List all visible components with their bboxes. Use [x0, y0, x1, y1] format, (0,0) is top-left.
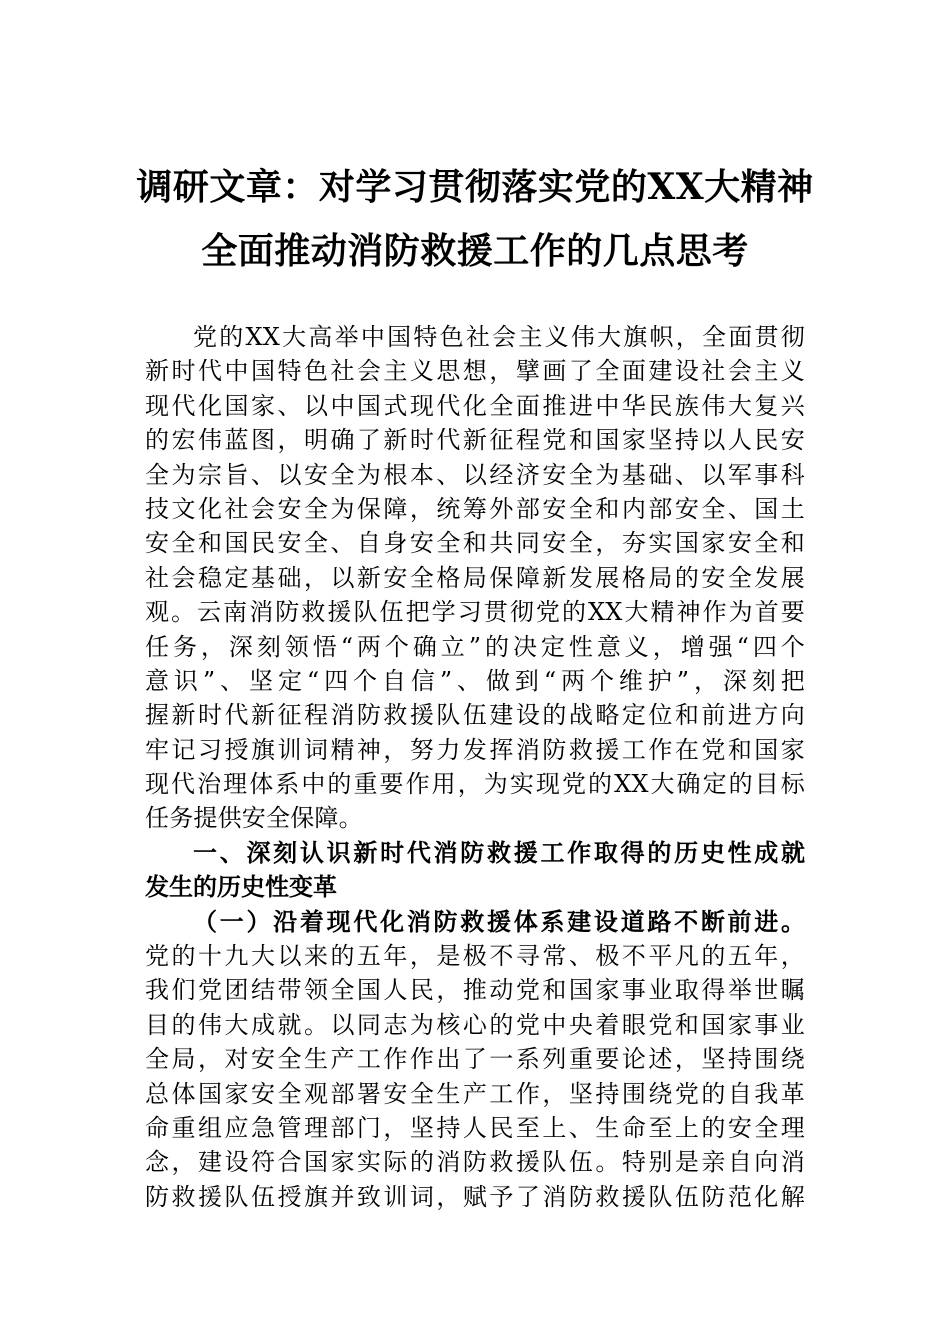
paragraph-2-line: 目的伟大成就。以同志为核心的党中央着眼党和国家事业 — [145, 1010, 805, 1039]
paragraph-1-line: 的宏伟蓝图，明确了新时代新征程党和国家坚持以人民安 — [145, 426, 805, 455]
paragraph-1-line: 社会稳定基础，以新安全格局保障新发展格局的安全发展 — [145, 563, 805, 592]
paragraph-1-line: 现代治理体系中的重要作用，为实现党的XX大确定的目标 — [145, 770, 805, 799]
paragraph-1-line: 意识”、坚定“四个自信”、做到“两个维护”，深刻把 — [145, 666, 805, 695]
document-title-line-2: 全面推动消防救援工作的几点思考 — [201, 230, 749, 272]
paragraph-1-line: 全为宗旨、以安全为根本、以经济安全为基础、以军事科 — [145, 460, 805, 489]
paragraph-1-line: 技文化社会安全为保障，统筹外部安全和内部安全、国土 — [145, 494, 805, 523]
paragraph-1-line: 安全和国民安全、自身安全和共同安全，夯实国家安全和 — [145, 529, 805, 558]
paragraph-1-line: 党的XX大高举中国特色社会主义伟大旗帜，全面贯彻 — [193, 323, 805, 351]
paragraph-2-line: 党的十九大以来的五年，是极不寻常、极不平凡的五年， — [145, 942, 805, 971]
paragraph-1-line: 现代化国家、以中国式现代化全面推进中华民族伟大复兴 — [145, 391, 805, 420]
paragraph-1-line: 新时代中国特色社会主义思想，擘画了全面建设社会主义 — [145, 357, 805, 386]
section-heading-1: 一、深刻认识新时代消防救援工作取得的历史性成就 — [193, 838, 805, 867]
paragraph-1-line: 任务，深刻领悟“两个确立”的决定性意义，增强“四个 — [145, 632, 805, 661]
paragraph-1-line: 任务提供安全保障。 — [145, 804, 363, 833]
paragraph-1-line: 牢记习授旗训词精神，努力发挥消防救援工作在党和国家 — [145, 735, 805, 764]
paragraph-2-line: 我们党团结带领全国人民，推动党和国家事业取得举世瞩 — [145, 976, 805, 1005]
section-heading-1-continued: 发生的历史性变革 — [145, 873, 337, 902]
paragraph-2-line: 总体国家安全观部署安全生产工作，坚持围绕党的自我革 — [145, 1079, 805, 1108]
subsection-heading-1: （一）沿着现代化消防救援体系建设道路不断前进。 — [193, 907, 805, 936]
paragraph-1-line: 握新时代新征程消防救援队伍建设的战略定位和前进方向 — [145, 701, 805, 730]
paragraph-2-line: 全局，对安全生产工作作出了一系列重要论述，坚持围绕 — [145, 1045, 805, 1074]
paragraph-2-line: 念，建设符合国家实际的消防救援队伍。特别是亲自向消 — [145, 1148, 805, 1177]
paragraph-2-line: 命重组应急管理部门，坚持人民至上、生命至上的安全理 — [145, 1113, 805, 1142]
paragraph-2-line: 防救援队伍授旗并致训词，赋予了消防救援队伍防范化解 — [145, 1182, 805, 1211]
document-title-line-1: 调研文章：对学习贯彻落实党的XX大精神 — [136, 166, 814, 208]
document-body — [145, 320, 805, 1214]
paragraph-1-line: 观。云南消防救援队伍把学习贯彻党的XX大精神作为首要 — [145, 598, 805, 627]
